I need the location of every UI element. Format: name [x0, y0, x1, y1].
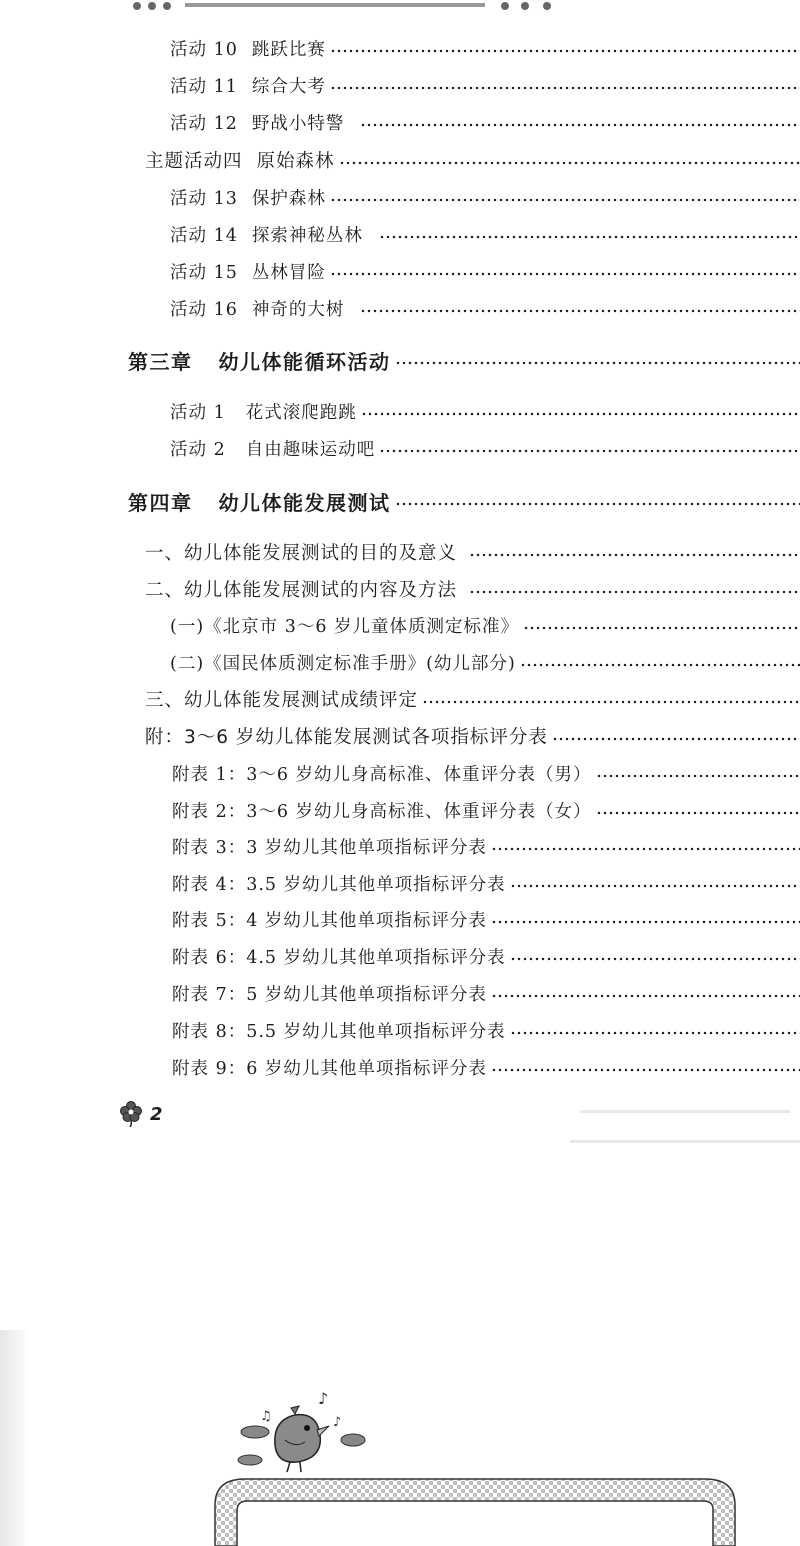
- entry-label: 活动 11: [170, 76, 238, 97]
- toc-entry-activity-16[interactable]: [170, 293, 800, 323]
- toc-entry-appendix-table-6[interactable]: [172, 941, 800, 971]
- appendix-table-title: 附表 5：4 岁幼儿其他单项指标评分表: [172, 910, 487, 931]
- flower-icon: [120, 1101, 142, 1127]
- entry-title: 神奇的大树: [251, 299, 345, 320]
- leader-dots: [491, 847, 800, 851]
- toc-entry-chapter-4[interactable]: [128, 486, 800, 516]
- appendix-table-title: 附表 2：3～6 岁幼儿身高标准、体重评分表（女）: [172, 801, 592, 822]
- bleed-through-shadow: [570, 1095, 800, 1165]
- toc-entry-section-2[interactable]: [145, 574, 800, 604]
- chapter-title: 幼儿体能发展测试: [218, 490, 391, 515]
- leader-dots: [330, 49, 800, 53]
- toc-entry-ch3-activity-1[interactable]: [170, 396, 800, 426]
- leader-dots: [491, 920, 800, 924]
- chapter-title: 幼儿体能循环活动: [218, 349, 391, 374]
- appendix-title: 附：3～6 岁幼儿体能发展测试各项指标评分表: [145, 727, 548, 748]
- toc-entry-activity-15[interactable]: [170, 256, 800, 286]
- toc-entry-appendix-table-4[interactable]: [172, 868, 800, 898]
- appendix-table-title: 附表 7：5 岁幼儿其他单项指标评分表: [172, 984, 487, 1005]
- entry-title: 原始森林: [256, 151, 335, 172]
- toc-entry-appendix-table-3[interactable]: [172, 831, 800, 861]
- section-title: 二、幼儿体能发展测试的内容及方法: [145, 580, 458, 601]
- toc-entry-appendix[interactable]: [145, 721, 800, 751]
- leader-dots: [491, 1068, 800, 1072]
- toc-entry-appendix-table-7[interactable]: [172, 978, 800, 1008]
- leader-dots: [552, 737, 800, 741]
- leader-dots: [523, 626, 800, 630]
- chapter-label: 第三章: [128, 349, 193, 374]
- leader-dots: [379, 235, 800, 239]
- toc-entry-appendix-table-8[interactable]: [172, 1015, 800, 1045]
- leader-dots: [510, 884, 800, 888]
- appendix-table-title: 附表 6：4.5 岁幼儿其他单项指标评分表: [172, 947, 506, 968]
- leader-dots: [339, 161, 800, 165]
- leader-dots: [395, 502, 800, 506]
- entry-title: 丛林冒险: [251, 262, 326, 283]
- toc-entry-appendix-table-1[interactable]: [172, 758, 800, 788]
- appendix-table-title: 附表 1：3～6 岁幼儿身高标准、体重评分表（男）: [172, 764, 592, 785]
- leader-dots: [330, 86, 800, 90]
- toc-entry-ch3-activity-2[interactable]: [170, 433, 800, 463]
- entry-label: 活动 12: [170, 113, 238, 134]
- entry-title: 综合大考: [251, 76, 326, 97]
- toc-entry-section-3[interactable]: [145, 684, 800, 714]
- page-number-footer: [120, 1101, 163, 1127]
- entry-label: 活动 10: [170, 39, 238, 60]
- leader-dots: [469, 553, 800, 557]
- entry-label: 活动 13: [170, 188, 238, 209]
- leader-dots: [330, 272, 800, 276]
- page-number: 2: [150, 1103, 163, 1125]
- entry-title: 野战小特警: [251, 113, 345, 134]
- toc-entry-appendix-table-5[interactable]: [172, 904, 800, 934]
- leader-dots: [520, 663, 800, 667]
- toc-entry-activity-14[interactable]: [170, 219, 800, 249]
- entry-title: 花式滚爬跑跳: [245, 402, 357, 423]
- svg-text:♪: ♪: [318, 1390, 329, 1408]
- subsection-title: (一)《北京市 3～6 岁儿童体质测定标准》: [170, 616, 520, 637]
- entry-label: 活动 16: [170, 299, 238, 320]
- leader-dots: [510, 957, 800, 961]
- leader-dots: [596, 811, 800, 815]
- entry-title: 探索神秘丛林: [251, 225, 363, 246]
- leader-dots: [422, 700, 800, 704]
- subsection-title: (二)《国民体质测定标准手册》(幼儿部分): [170, 653, 516, 674]
- top-decoration-strip: [0, 0, 800, 14]
- entry-label: 主题活动四: [145, 151, 243, 172]
- toc-entry-appendix-table-9[interactable]: [172, 1052, 800, 1082]
- toc-entry-activity-11[interactable]: [170, 70, 800, 100]
- toc-entry-activity-13[interactable]: [170, 182, 800, 212]
- toc-entry-subsection-1[interactable]: [170, 610, 800, 640]
- toc-entry-appendix-table-2[interactable]: [172, 795, 800, 825]
- svg-text:♫: ♫: [260, 1409, 272, 1424]
- entry-label: 活动 2: [170, 439, 226, 460]
- svg-text:♪: ♪: [333, 1415, 342, 1430]
- appendix-table-title: 附表 3：3 岁幼儿其他单项指标评分表: [172, 837, 487, 858]
- toc-entry-subsection-2[interactable]: [170, 647, 800, 677]
- appendix-table-title: 附表 8：5.5 岁幼儿其他单项指标评分表: [172, 1021, 506, 1042]
- leader-dots: [360, 123, 800, 127]
- leader-dots: [330, 198, 800, 202]
- toc-entry-activity-12[interactable]: [170, 107, 800, 137]
- checkered-frame: [205, 1465, 745, 1546]
- toc-entry-activity-10[interactable]: [170, 33, 800, 63]
- entry-title: 保护森林: [251, 188, 326, 209]
- page-edge-shadow: [0, 1330, 30, 1546]
- section-title: 三、幼儿体能发展测试成绩评定: [145, 690, 419, 711]
- appendix-table-title: 附表 9：6 岁幼儿其他单项指标评分表: [172, 1058, 487, 1079]
- leader-dots: [491, 994, 800, 998]
- entry-label: 活动 1: [170, 402, 226, 423]
- leader-dots: [469, 590, 800, 594]
- appendix-table-title: 附表 4：3.5 岁幼儿其他单项指标评分表: [172, 874, 506, 895]
- leader-dots: [361, 412, 800, 416]
- chapter-label: 第四章: [128, 490, 193, 515]
- entry-title: 跳跃比赛: [251, 39, 326, 60]
- leader-dots: [510, 1031, 800, 1035]
- leader-dots: [395, 361, 800, 365]
- leader-dots: [360, 309, 800, 313]
- leader-dots: [379, 449, 800, 453]
- toc-entry-section-1[interactable]: [145, 537, 800, 567]
- toc-entry-chapter-3[interactable]: [128, 345, 800, 375]
- entry-label: 活动 14: [170, 225, 238, 246]
- entry-label: 活动 15: [170, 262, 238, 283]
- leader-dots: [596, 774, 800, 778]
- section-title: 一、幼儿体能发展测试的目的及意义: [145, 543, 458, 564]
- entry-title: 自由趣味运动吧: [245, 439, 376, 460]
- toc-entry-theme-four[interactable]: [145, 145, 800, 175]
